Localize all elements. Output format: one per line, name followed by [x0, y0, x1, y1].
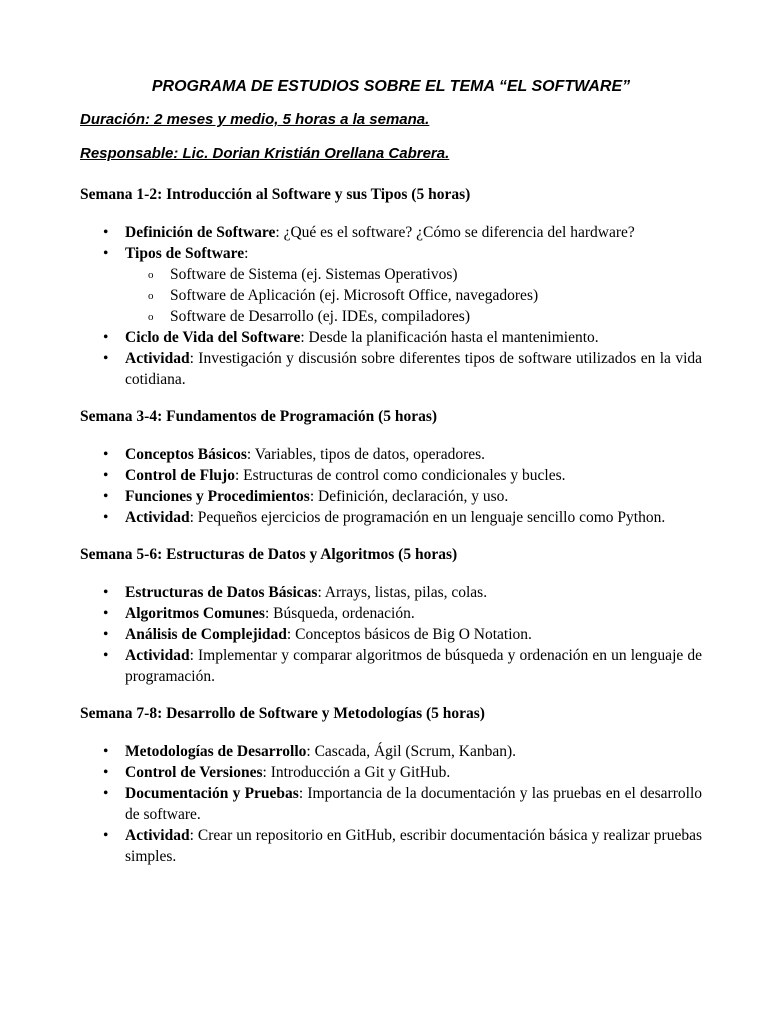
list-item	[125, 465, 702, 486]
list-item	[125, 222, 702, 243]
item-text: : Definición, declaración, y uso.	[309, 488, 509, 505]
list-item	[125, 507, 702, 528]
item-text: : Arrays, listas, pilas, colas.	[317, 584, 488, 601]
item-text: : Crear un repositorio en GitHub, escribir documentación básica y realizar pruebas simples.	[125, 827, 702, 865]
list-item	[125, 645, 702, 687]
item-term: Definición de Software	[125, 224, 276, 241]
list-item	[125, 762, 702, 783]
week-list	[80, 741, 702, 867]
item-term: Tipos de Software	[125, 245, 245, 262]
week-heading: Semana 5-6: Estructuras de Datos y Algoritmos (5 horas)	[80, 546, 458, 563]
week-heading: Semana 1-2: Introducción al Software y sus Tipos (5 horas)	[80, 186, 471, 203]
item-term: Actividad	[125, 509, 190, 526]
item-term: Estructuras de Datos Básicas	[125, 584, 318, 601]
item-term: Conceptos Básicos	[125, 446, 247, 463]
sub-list-item: o Software de Sistema (ej. Sistemas Operativos)	[170, 264, 702, 285]
sub-list	[125, 264, 702, 327]
list-item	[125, 444, 702, 465]
responsible-line: Responsable: Lic. Dorian Kristián Orellana Cabrera.	[80, 145, 450, 162]
week-list	[80, 444, 702, 528]
list-item	[125, 741, 702, 762]
item-text: : ¿Qué es el software? ¿Cómo se diferencia del hardware?	[275, 224, 635, 241]
sub-list-item: o Software de Desarrollo (ej. IDEs, compiladores)	[170, 306, 702, 327]
item-text: : Búsqueda, ordenación.	[264, 605, 415, 622]
item-text: : Pequeños ejercicios de programación en un lenguaje sencillo como Python.	[189, 509, 666, 526]
item-term: Metodologías de Desarrollo	[125, 743, 307, 760]
item-text: : Estructuras de control como condicionales y bucles.	[234, 467, 566, 484]
week-heading: Semana 3-4: Fundamentos de Programación (5 horas)	[80, 408, 438, 425]
list-item	[125, 243, 702, 327]
sub-list-item: o Software de Aplicación (ej. Microsoft Office, navegadores)	[170, 285, 702, 306]
list-item	[125, 783, 702, 825]
item-text: : Importancia de la documentación y las pruebas en el desarrollo de software.	[125, 785, 702, 823]
list-item	[125, 327, 702, 348]
item-term: Actividad	[125, 827, 190, 844]
item-term: Control de Versiones	[125, 764, 263, 781]
item-text: : Conceptos básicos de Big O Notation.	[286, 626, 532, 643]
list-item	[125, 582, 702, 603]
item-term: Ciclo de Vida del Software	[125, 329, 301, 346]
week-list	[80, 222, 702, 390]
duration-line: Duración: 2 meses y medio, 5 horas a la semana.	[80, 111, 430, 128]
item-term: Análisis de Complejidad	[125, 626, 287, 643]
week-list	[80, 582, 702, 687]
list-item	[125, 603, 702, 624]
list-item	[125, 825, 702, 867]
item-text: : Variables, tipos de datos, operadores.	[246, 446, 486, 463]
item-term: Actividad	[125, 647, 190, 664]
item-text: :	[244, 245, 249, 262]
item-text: : Introducción a Git y GitHub.	[262, 764, 451, 781]
item-term: Control de Flujo	[125, 467, 235, 484]
document-title: PROGRAMA DE ESTUDIOS SOBRE EL TEMA “EL SOFTWARE”	[151, 78, 631, 95]
list-item	[125, 624, 702, 645]
item-text: : Desde la planificación hasta el mantenimiento.	[300, 329, 599, 346]
item-term: Actividad	[125, 350, 190, 367]
list-item	[125, 486, 702, 507]
item-term: Algoritmos Comunes	[125, 605, 265, 622]
week-heading: Semana 7-8: Desarrollo de Software y Metodologías (5 horas)	[80, 705, 485, 722]
item-term: Documentación y Pruebas	[125, 785, 299, 802]
item-text: : Implementar y comparar algoritmos de búsqueda y ordenación en un lenguaje de programación.	[125, 647, 702, 685]
item-text: : Cascada, Ágil (Scrum, Kanban).	[306, 743, 517, 760]
list-item	[125, 348, 702, 390]
item-text: : Investigación y discusión sobre diferentes tipos de software utilizados en la vida cotidiana.	[125, 350, 702, 388]
item-term: Funciones y Procedimientos	[125, 488, 310, 505]
